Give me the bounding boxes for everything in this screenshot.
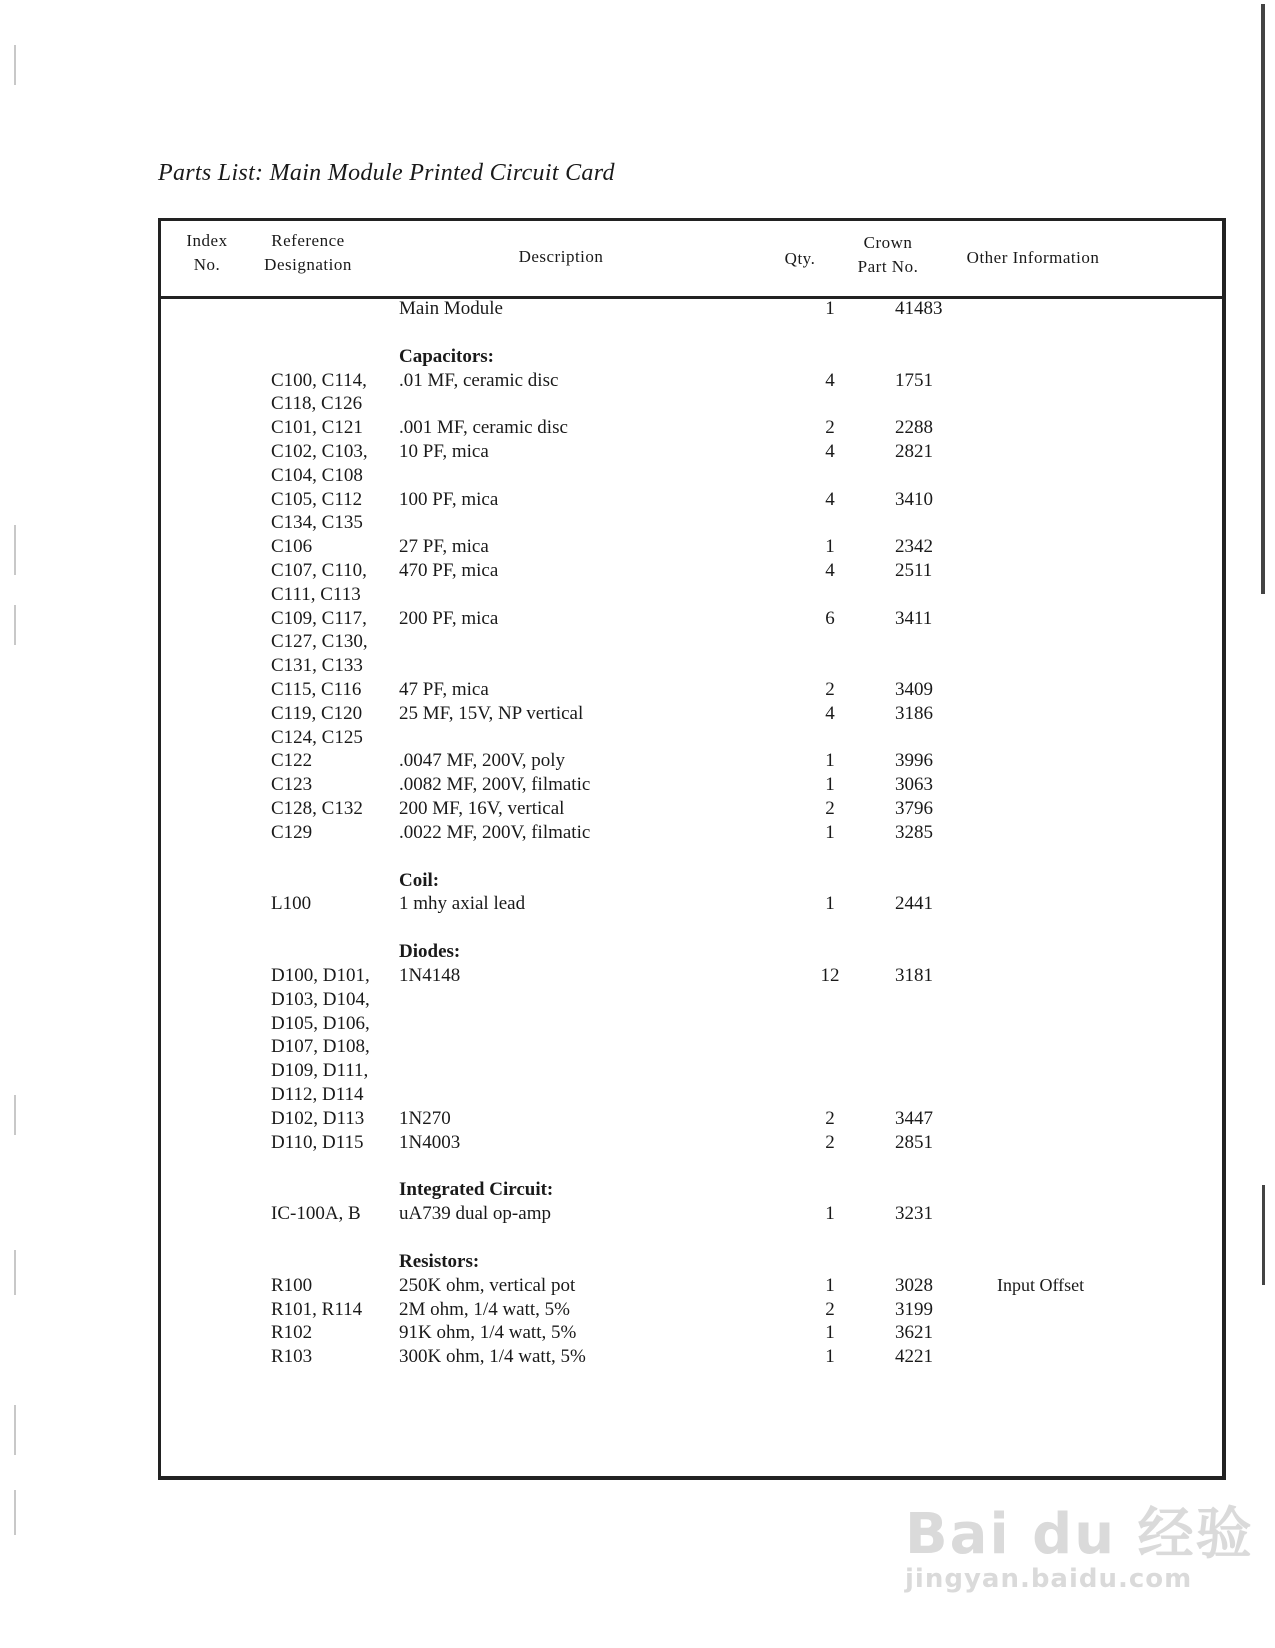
quantity: 6 xyxy=(825,607,835,629)
header-part-line2: Part No. xyxy=(857,257,919,276)
quantity: 2 xyxy=(825,798,835,819)
reference-designation: D107, D108, xyxy=(271,1036,370,1058)
crown-part-number: 3411 xyxy=(895,607,933,629)
description: uA739 dual op-amp xyxy=(399,1203,551,1225)
margin-mark xyxy=(14,1095,16,1135)
description: 10 PF, mica xyxy=(399,441,489,462)
table-row xyxy=(161,534,1222,559)
quantity: 1 xyxy=(825,1322,835,1344)
margin-mark xyxy=(14,605,16,645)
crown-part-number: 2441 xyxy=(895,893,933,915)
reference-designation: D110, D115 xyxy=(271,1131,364,1153)
quantity: 4 xyxy=(825,369,835,391)
quantity: 4 xyxy=(825,560,835,581)
header-index-line1: Index xyxy=(186,231,228,250)
quantity: 2 xyxy=(825,1107,835,1129)
quantity: 2 xyxy=(825,679,835,700)
reference-designation: C131, C133 xyxy=(271,655,363,677)
right-edge-rule-lower xyxy=(1262,1185,1265,1285)
table-row xyxy=(161,701,1222,726)
reference-designation: C105, C112 xyxy=(271,488,363,510)
quantity: 1 xyxy=(825,774,835,796)
description: 47 PF, mica xyxy=(399,679,489,700)
crown-part-number: 2851 xyxy=(895,1131,933,1153)
quantity: 1 xyxy=(825,536,835,558)
reference-designation: C104, C108 xyxy=(271,464,363,486)
reference-designation: R100 xyxy=(271,1274,313,1296)
quantity: 1 xyxy=(825,1346,835,1368)
margin-mark xyxy=(14,1490,16,1535)
description: 1N270 xyxy=(399,1107,451,1129)
crown-part-number: 3186 xyxy=(895,702,933,724)
header-reference xyxy=(253,229,363,277)
reference-designation: C118, C126 xyxy=(271,393,363,415)
table-row xyxy=(161,1011,1222,1036)
quantity: 1 xyxy=(825,1274,835,1296)
reference-designation: C129 xyxy=(271,821,313,843)
crown-part-number: 2821 xyxy=(895,441,933,462)
reference-designation: C123 xyxy=(271,774,313,796)
crown-part-number: 3063 xyxy=(895,774,933,796)
header-index-line2: No. xyxy=(193,255,221,274)
reference-designation: C119, C120 xyxy=(271,702,363,724)
other-information: Input Offset xyxy=(997,1274,1085,1295)
table-row xyxy=(161,653,1222,678)
header-description: Description xyxy=(518,247,604,266)
table-row xyxy=(161,1034,1222,1059)
reference-designation: R103 xyxy=(271,1346,313,1368)
header-part-no xyxy=(843,231,933,279)
quantity: 4 xyxy=(825,488,835,510)
parts-table xyxy=(158,218,1226,1480)
section-heading: Capacitors: xyxy=(399,345,494,367)
description: 200 PF, mica xyxy=(399,607,499,629)
section-heading-row xyxy=(161,1249,1222,1274)
quantity: 4 xyxy=(825,441,835,462)
table-row xyxy=(161,415,1222,440)
watermark xyxy=(905,1490,1254,1594)
crown-part-number: 2342 xyxy=(895,536,933,558)
section-heading-row xyxy=(161,344,1222,369)
quantity: 1 xyxy=(825,1203,835,1225)
crown-part-number: 3621 xyxy=(895,1322,933,1344)
reference-designation: D109, D111, xyxy=(271,1060,369,1082)
crown-part-number: 3181 xyxy=(895,965,933,986)
description: 100 PF, mica xyxy=(399,488,499,510)
reference-designation: C128, C132 xyxy=(271,798,363,819)
table-row xyxy=(161,677,1222,702)
reference-designation: C106 xyxy=(271,536,313,558)
watermark-url: jingyan.baidu.com xyxy=(905,1564,1193,1594)
table-row xyxy=(161,1273,1222,1298)
margin-mark xyxy=(14,1405,16,1455)
reference-designation: D103, D104, xyxy=(271,988,370,1010)
reference-designation: L100 xyxy=(271,893,312,915)
description: 27 PF, mica xyxy=(399,536,489,558)
quantity: 2 xyxy=(825,417,835,439)
crown-part-number: 3796 xyxy=(895,798,933,819)
section-heading-row xyxy=(161,939,1222,964)
reference-designation: C122 xyxy=(271,750,313,772)
section-heading-row xyxy=(161,868,1222,893)
crown-part-number: 2511 xyxy=(895,560,933,581)
right-edge-rule xyxy=(1261,4,1265,594)
crown-part-number: 4221 xyxy=(895,1346,933,1368)
quantity: 1 xyxy=(825,893,835,915)
header-index xyxy=(175,229,239,277)
watermark-logo: Bai du 经验 xyxy=(905,1502,1254,1567)
description: 300K ohm, 1/4 watt, 5% xyxy=(399,1346,586,1368)
table-row xyxy=(161,558,1222,583)
crown-part-number: 1751 xyxy=(895,369,933,391)
reference-designation: C109, C117, xyxy=(271,607,367,629)
reference-designation: C134, C135 xyxy=(271,512,363,534)
table-row xyxy=(161,606,1222,631)
reference-designation: C115, C116 xyxy=(271,679,362,700)
header-qty: Qty. xyxy=(784,249,816,268)
reference-designation: D102, D113 xyxy=(271,1107,365,1129)
table-row xyxy=(161,368,1222,393)
description: 2M ohm, 1/4 watt, 5% xyxy=(399,1298,570,1320)
reference-designation: C102, C103, xyxy=(271,441,368,462)
reference-designation: C107, C110, xyxy=(271,560,367,581)
reference-designation: R102 xyxy=(271,1322,313,1344)
description: .0022 MF, 200V, filmatic xyxy=(399,821,591,843)
margin-mark xyxy=(14,1250,16,1295)
header-part-line1: Crown xyxy=(863,233,913,252)
table-row xyxy=(161,1320,1222,1345)
table-row xyxy=(161,1106,1222,1131)
reference-designation: C111, C113 xyxy=(271,583,361,605)
section-heading-row xyxy=(161,1177,1222,1202)
table-row xyxy=(161,748,1222,773)
crown-part-number: 2288 xyxy=(895,417,933,439)
quantity: 2 xyxy=(825,1131,835,1153)
table-row xyxy=(161,1344,1222,1369)
description: .0082 MF, 200V, filmatic xyxy=(399,774,591,796)
crown-part-number: 3285 xyxy=(895,821,933,843)
table-row xyxy=(161,582,1222,607)
header-reference-line2: Designation xyxy=(264,255,352,274)
table-row xyxy=(161,796,1222,821)
crown-part-number: 3409 xyxy=(895,679,933,700)
reference-designation: D100, D101, xyxy=(271,965,370,986)
header-other-information: Other Information xyxy=(966,248,1100,267)
description: 25 MF, 15V, NP vertical xyxy=(399,702,584,724)
margin-mark xyxy=(14,45,16,85)
quantity: 1 xyxy=(825,750,835,772)
crown-part-number: 3028 xyxy=(895,1274,933,1296)
reference-designation: D105, D106, xyxy=(271,1012,370,1034)
description: 250K ohm, vertical pot xyxy=(399,1274,576,1296)
section-heading: Integrated Circuit: xyxy=(399,1179,554,1201)
crown-part-number: 3410 xyxy=(895,488,933,510)
table-row xyxy=(161,439,1222,464)
quantity: 4 xyxy=(825,702,835,724)
quantity: 1 xyxy=(825,821,835,843)
table-row xyxy=(161,820,1222,845)
table-row xyxy=(161,1201,1222,1226)
reference-designation: D112, D114 xyxy=(271,1084,364,1105)
description: 1N4003 xyxy=(399,1131,461,1153)
table-row xyxy=(161,987,1222,1012)
section-heading: Resistors: xyxy=(399,1251,480,1272)
reference-designation: IC-100A, B xyxy=(271,1203,361,1225)
description: .0047 MF, 200V, poly xyxy=(399,750,565,772)
table-row xyxy=(161,963,1222,988)
quantity: 2 xyxy=(825,1298,835,1320)
quantity: 12 xyxy=(820,965,840,986)
reference-designation: R101, R114 xyxy=(271,1298,363,1320)
reference-designation: C101, C121 xyxy=(271,417,363,439)
table-row xyxy=(161,463,1222,488)
table-row xyxy=(161,1058,1222,1083)
reference-designation: C124, C125 xyxy=(271,726,363,748)
table-row xyxy=(161,1130,1222,1155)
crown-part-number: 3231 xyxy=(895,1203,933,1225)
description: .01 MF, ceramic disc xyxy=(399,369,559,391)
crown-part-number: 3447 xyxy=(895,1107,933,1129)
reference-designation: C127, C130, xyxy=(271,631,368,653)
margin-mark xyxy=(14,525,16,575)
description: 200 MF, 16V, vertical xyxy=(399,798,565,819)
description: 470 PF, mica xyxy=(399,560,499,581)
section-heading: Coil: xyxy=(399,869,440,891)
description: .001 MF, ceramic disc xyxy=(399,417,568,439)
reference-designation: C100, C114, xyxy=(271,369,367,391)
page-title: Parts List: Main Module Printed Circuit Card xyxy=(158,160,615,186)
section-heading: Diodes: xyxy=(399,941,461,963)
header-reference-line1: Reference xyxy=(271,231,345,250)
crown-part-number: 3199 xyxy=(895,1298,933,1320)
table-row xyxy=(161,510,1222,535)
crown-part-number: 3996 xyxy=(895,750,933,772)
table-row xyxy=(161,296,1222,321)
description: 1 mhy axial lead xyxy=(399,893,526,915)
table-row xyxy=(161,1082,1222,1107)
table-row xyxy=(161,772,1222,797)
table-row xyxy=(161,487,1222,512)
description: 1N4148 xyxy=(399,965,461,986)
description: Main Module xyxy=(399,298,503,319)
table-row xyxy=(161,391,1222,416)
table-row xyxy=(161,891,1222,916)
table-row xyxy=(161,1297,1222,1322)
crown-part-number: 41483 xyxy=(895,298,943,319)
description: 91K ohm, 1/4 watt, 5% xyxy=(399,1322,577,1344)
quantity: 1 xyxy=(825,298,835,319)
table-row xyxy=(161,629,1222,654)
table-row xyxy=(161,725,1222,750)
